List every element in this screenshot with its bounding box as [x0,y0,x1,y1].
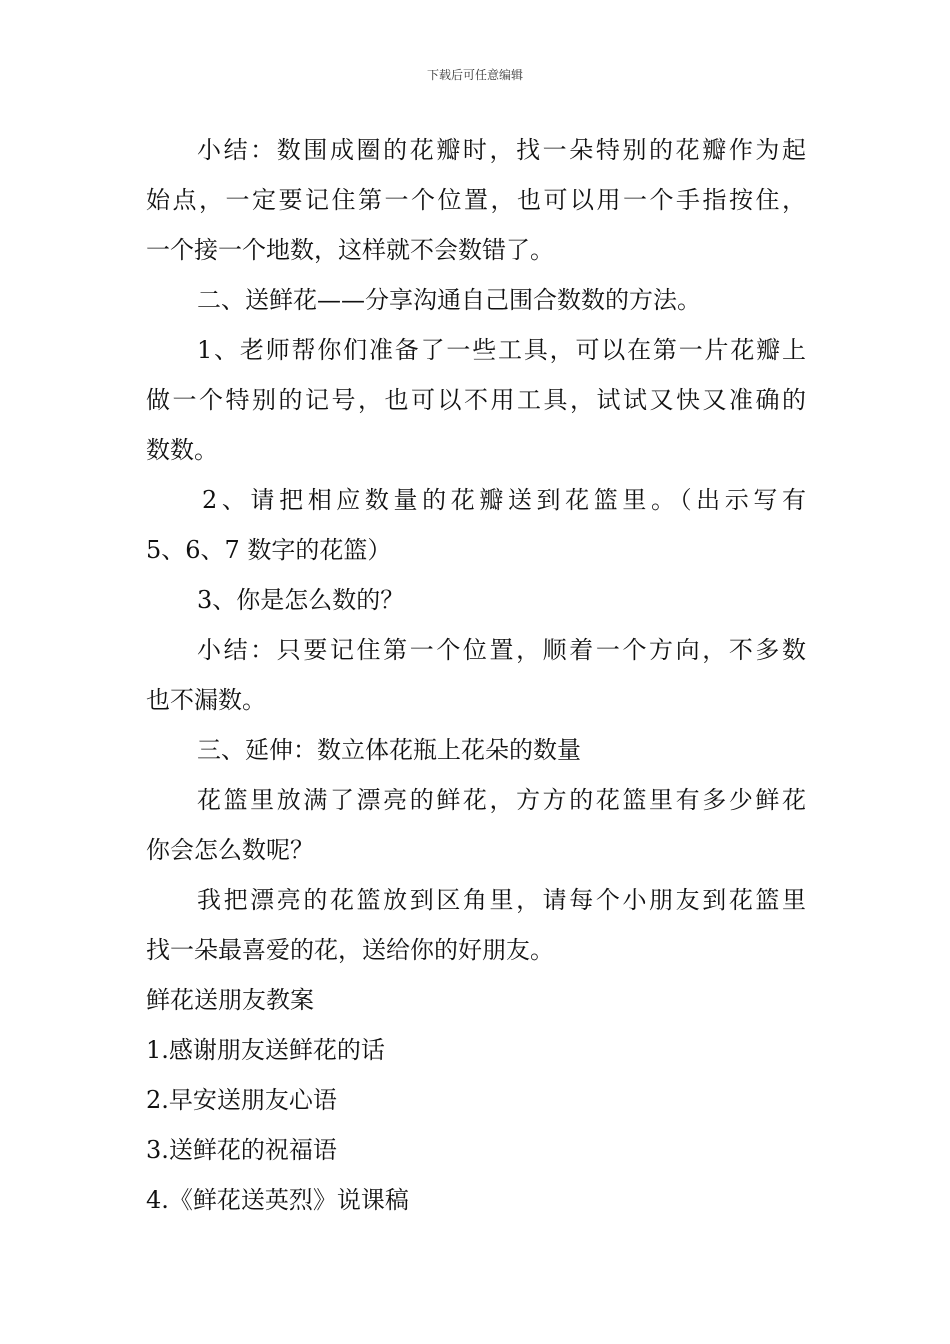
page-header: 下载后可任意编辑 [426,68,523,82]
section-heading: 二、送鲜花——分享沟通自己围合数数的方法。 [197,286,701,314]
paragraph-line: 始点，一定要记住第一个位置，也可以用一个手指按住， [146,186,806,214]
paragraph-line: 1、老师帮你们准备了一些工具，可以在第一片花瓣上 [197,336,806,364]
paragraph-line: 小结：只要记住第一个位置，顺着一个方向，不多数 [197,636,806,664]
paragraph-line: 也不漏数。 [146,686,266,714]
related-link[interactable]: 2.早安送朋友心语 [146,1086,337,1114]
section-heading: 三、延伸：数立体花瓶上花朵的数量 [197,736,581,764]
paragraph-line: 找一朵最喜爱的花，送给你的好朋友。 [146,936,554,964]
paragraph-line: 5、6、7 数字的花篮） [146,536,392,564]
related-title: 鲜花送朋友教案 [146,986,314,1014]
paragraph-line: 2、请把相应数量的花瓣送到花篮里。（出示写有 [202,486,806,514]
related-link[interactable]: 1.感谢朋友送鲜花的话 [146,1036,385,1064]
paragraph-line: 一个接一个地数，这样就不会数错了。 [146,236,554,264]
paragraph-line: 小结：数围成圈的花瓣时，找一朵特别的花瓣作为起 [197,136,806,164]
paragraph-line: 花篮里放满了漂亮的鲜花，方方的花篮里有多少鲜花 [197,786,806,814]
paragraph-line: 3、你是怎么数的？ [197,586,405,614]
paragraph-line: 数数。 [146,436,218,464]
paragraph-line: 我把漂亮的花篮放到区角里，请每个小朋友到花篮里 [197,886,806,914]
related-link[interactable]: 4.《鲜花送英烈》说课稿 [146,1186,409,1214]
related-link[interactable]: 3.送鲜花的祝福语 [146,1136,337,1164]
paragraph-line: 做一个特别的记号，也可以不用工具，试试又快又准确的 [146,386,806,414]
paragraph-line: 你会怎么数呢？ [146,836,314,864]
